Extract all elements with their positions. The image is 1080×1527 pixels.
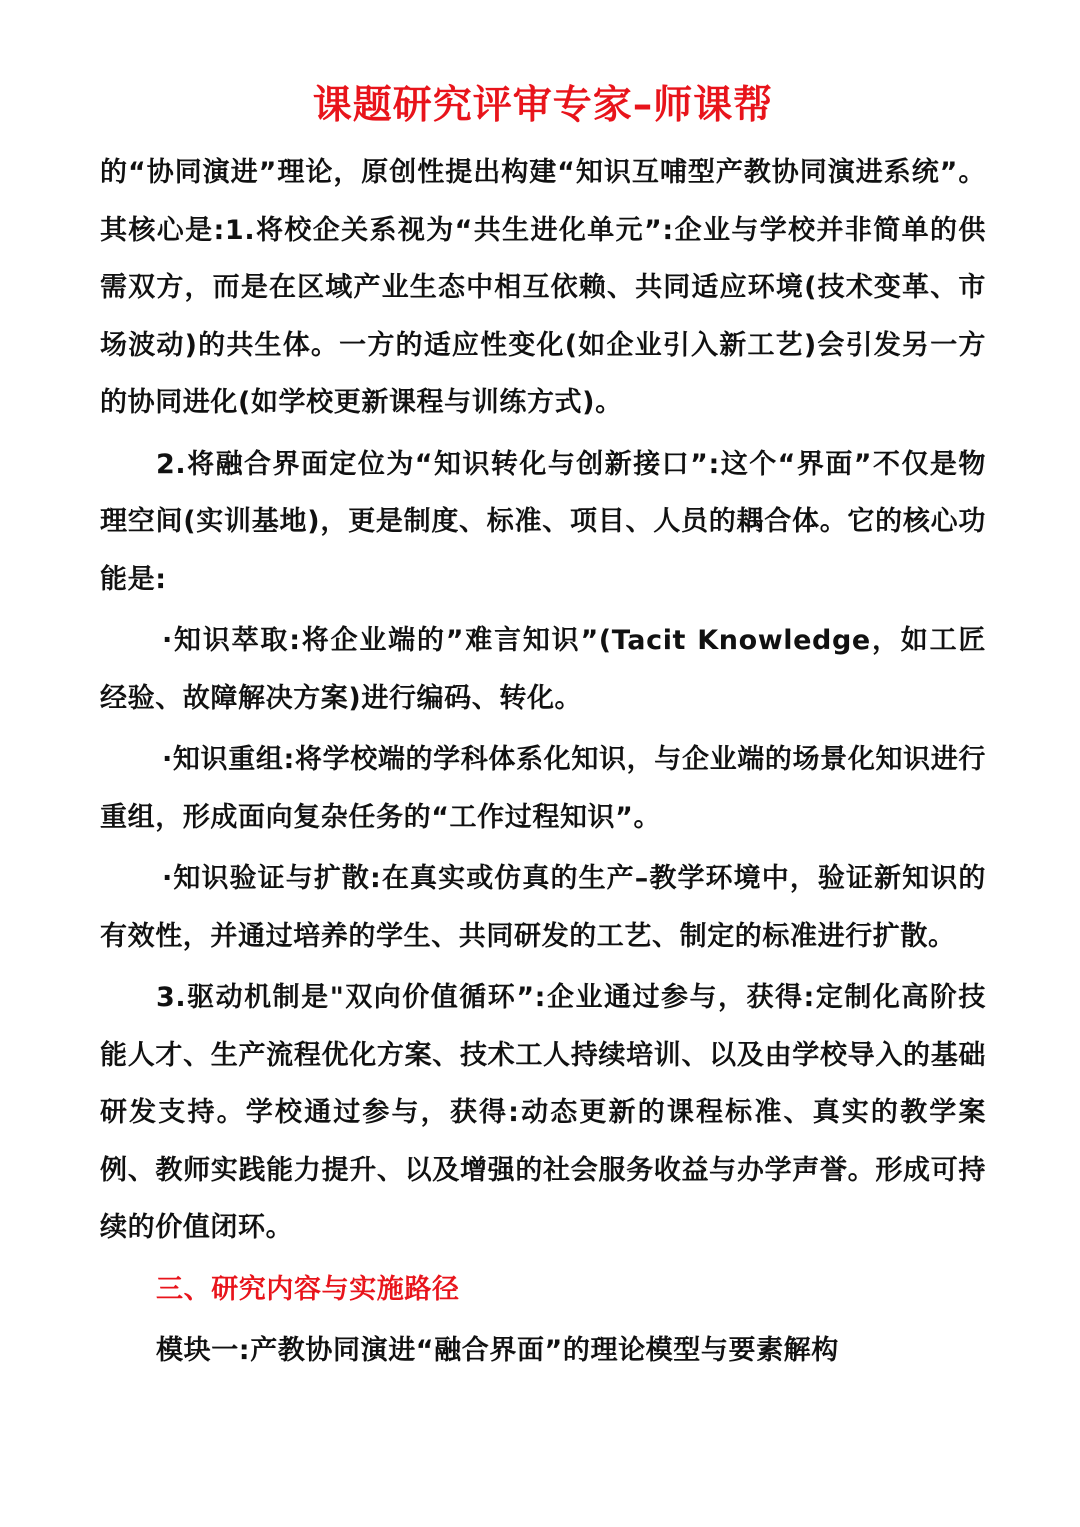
bullet-knowledge-extraction: ·知识萃取:将企业端的”难言知识”(Tacit Knowledge，如工匠经验、故障解决方案)进行编码、转化。 <box>100 625 986 714</box>
paragraph-1: 的“协同演进”理论，原创性提出构建“知识互哺型产教协同演进系统”。其核心是:1.将校企关系视为“共生进化单元”:企业与学校并非简单的供需双方，而是在区域产业生态中相互依赖、共同适应环境(技术变革、市场波动)的共生体。一方的适应性变化(如企业引入新工艺)会引发另一方的协同进化(如学校更新课程与训练方式)。 <box>100 157 986 418</box>
section-heading: 三、研究内容与实施路径 <box>156 1273 460 1305</box>
paragraph-6: 3.驱动机制是"双向价值循环”:企业通过参与，获得:定制化高阶技能人才、生产流程优化方案、技术工人持续培训、以及由学校导入的基础研发支持。学校通过参与，获得:动态更新的课程标准、真实的教学案例、教师实践能力提升、以及增强的社会服务收益与办学声誉。形成可持续的价值闭环。 <box>100 982 986 1243</box>
module-heading: 模块一:产教协同演进“融合界面”的理论模型与要素解构 <box>156 1335 839 1366</box>
paragraph-2: 2.将融合界面定位为“知识转化与创新接口”:这个“界面”不仅是物理空间(实训基地)，更是制度、标准、项目、人员的耦合体。它的核心功能是: <box>100 448 986 595</box>
bullet-knowledge-reorganization: ·知识重组:将学校端的学科体系化知识，与企业端的场景化知识进行重组，形成面向复杂任务的“工作过程知识”。 <box>100 744 986 833</box>
page-title: 课题研究评审专家–师课帮 <box>312 83 774 128</box>
bullet-knowledge-validation: ·知识验证与扩散:在真实或仿真的生产–教学环境中，验证新知识的有效性，并通过培养的学生、共同研发的工艺、制定的标准进行扩散。 <box>100 863 986 952</box>
